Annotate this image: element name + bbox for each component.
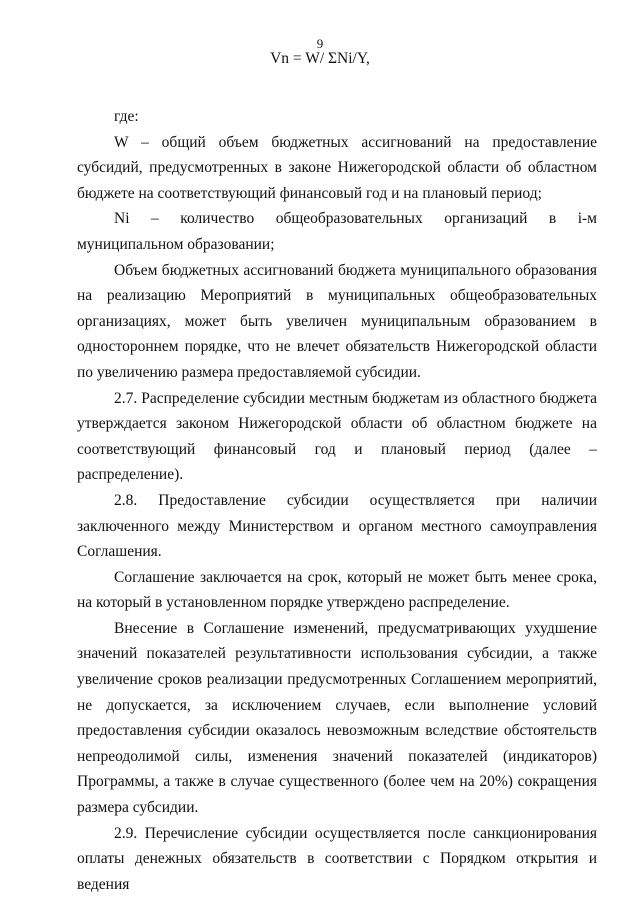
formula: Vn = W/ ΣNi/Y, bbox=[270, 50, 370, 67]
paragraph-agreement-changes: Внесение в Соглашение изменений, предусматривающих ухудшение значений показателей результативности использования субсидии, а также увеличение сроков реализации предусмотренных Соглашением мероприятий, не допускается, за исключением случаев, если выполнение условий предоставления субсидии оказалось невозможным вследствие обстоятельств непреодолимой силы, изменения значений показателей (индикаторов) Программы, а также в случае существенного (более чем на 20%) сокращения размера субсидии. bbox=[77, 619, 597, 817]
page-number: 9 bbox=[316, 36, 324, 51]
document-body bbox=[77, 104, 597, 897]
paragraph-ni-definition: Ni – количество общеобразовательных организаций в i-м муниципальном образовании; bbox=[77, 210, 597, 253]
paragraph-2-8: 2.8. Предоставление субсидии осуществляется при наличии заключенного между Министерством и органом местного самоуправления Соглашения. bbox=[77, 491, 597, 561]
paragraph-2-9: 2.9. Перечисление субсидии осуществляется после санкционирования оплаты денежных обязательств в соответствии с Порядком открытия и ведения bbox=[77, 824, 597, 893]
paragraph-budget-volume: Объем бюджетных ассигнований бюджета муниципального образования на реализацию Мероприятий в муниципальных общеобразовательных организациях, может быть увеличен муниципальным образованием в одностороннем порядке, что не влечет обязательств Нижегородской области по увеличению размера предоставляемой субсидии. bbox=[77, 261, 597, 381]
paragraph-2-7: 2.7. Распределение субсидии местным бюджетам из областного бюджета утверждается законом Нижегородской области об областном бюджете на соответствующий финансовый год и плановый период (далее – распределение). bbox=[77, 389, 597, 484]
paragraph-agreement-term: Соглашение заключается на срок, который не может быть менее срока, на который в установленном порядке утверждено распределение. bbox=[77, 568, 597, 612]
paragraph-w-definition: W – общий объем бюджетных ассигнований на предоставление субсидий, предусмотренных в законе Нижегородской области об областном бюджете на соответствующий финансовый год и на плановый период; bbox=[77, 133, 597, 202]
paragraph-where: где: bbox=[114, 108, 139, 125]
